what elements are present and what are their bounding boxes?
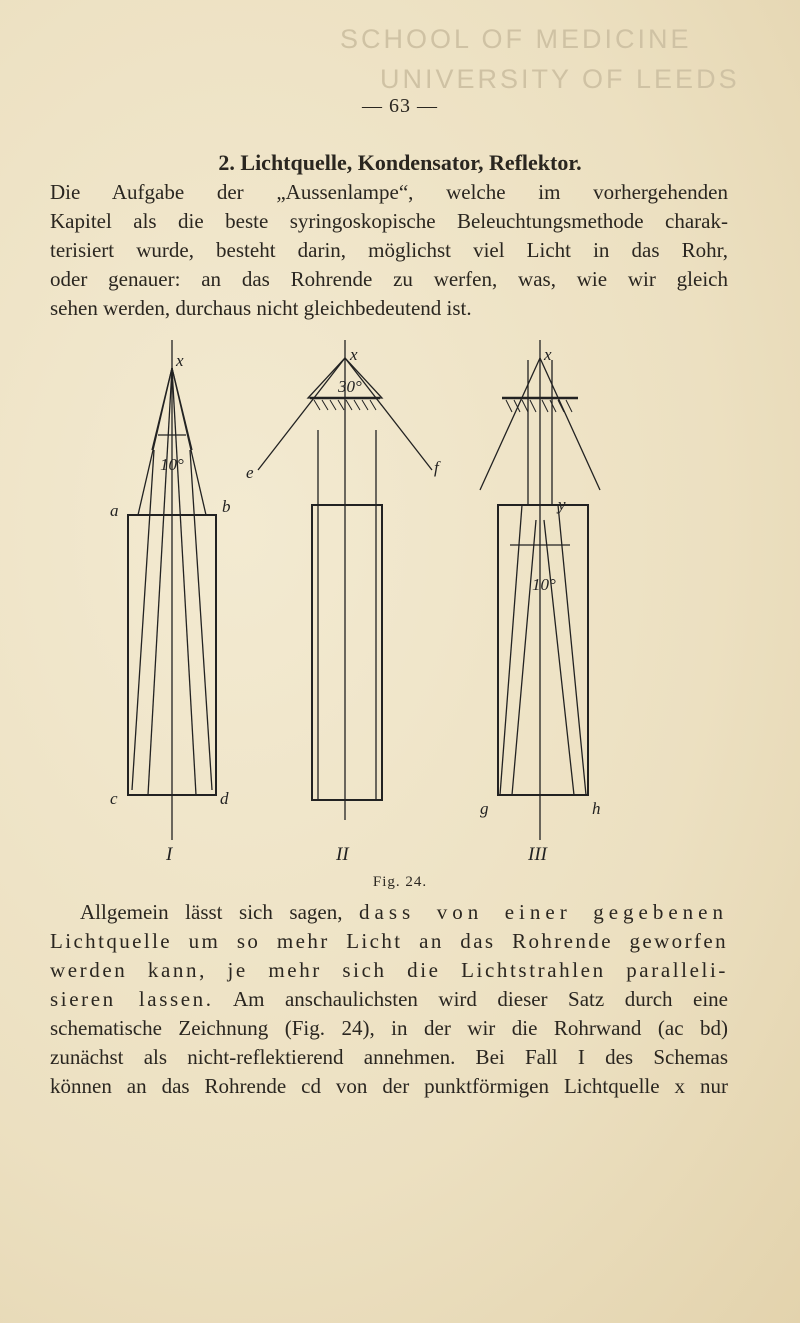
page-number: — 63 — — [362, 95, 438, 117]
figure-labels — [110, 345, 601, 865]
optics-diagram — [80, 340, 640, 880]
label-iii-x: x — [544, 345, 552, 364]
panel-i-diagram — [128, 340, 216, 840]
text-line: Die Aufgabe der „Aussenlampe“, welche im vorhergehenden — [50, 180, 728, 204]
emphasized-text-line: Lichtquelle um so mehr Licht an das Rohrende geworfen — [50, 929, 728, 953]
label-i-c: c — [110, 789, 118, 808]
text-line — [50, 985, 728, 1014]
figure-24 — [80, 340, 640, 880]
label-ii-f: f — [434, 458, 439, 477]
label-ii-x: x — [350, 345, 358, 364]
paragraph-1 — [50, 178, 728, 323]
text-span: Allgemein lässt sich sagen, — [80, 900, 343, 924]
text-line: sehen werden, durchaus nicht gleichbedeutend ist. — [50, 296, 472, 320]
numeral-i: I — [166, 844, 173, 865]
stamp-line-2: UNIVERSITY OF LEEDS — [380, 64, 740, 94]
label-i-x: x — [176, 351, 184, 370]
label-iii-h: h — [592, 799, 601, 818]
paragraph-2 — [50, 898, 728, 1101]
label-i-b: b — [222, 497, 231, 516]
angle-label-ii: 30° — [338, 377, 362, 396]
label-i-d: d — [220, 789, 229, 808]
stamp-line-1: SCHOOL OF MEDICINE — [340, 24, 692, 54]
text-line: terisiert wurde, besteht darin, möglichst viel Licht in das Rohr, — [50, 238, 728, 262]
label-iii-y: y — [558, 495, 566, 514]
emphasized-text: sieren lassen. — [50, 987, 214, 1011]
numeral-ii: II — [336, 844, 349, 865]
text-line — [50, 898, 728, 927]
numeral-iii: III — [528, 844, 547, 865]
emphasized-text: dass von einer gegebenen — [359, 900, 729, 924]
panel-ii-diagram — [258, 340, 432, 820]
text-line: können an das Rohrende cd von der punktförmigen Lichtquelle x nur — [50, 1074, 728, 1098]
angle-label-iii: 10° — [532, 575, 556, 594]
text-line: schematische Zeichnung (Fig. 24), in der wir die Rohrwand (ac bd) — [50, 1016, 728, 1040]
text-line: oder genauer: an das Rohrende zu werfen, was, wie wir gleich — [50, 267, 728, 291]
label-i-a: a — [110, 501, 119, 520]
angle-label-i: 10° — [160, 455, 184, 474]
figure-caption: Fig. 24. — [372, 874, 428, 890]
text-span: Am anschaulichsten wird dieser Satz durch eine — [232, 987, 728, 1011]
section-heading: 2. Lichtquelle, Kondensator, Reflektor. — [218, 150, 582, 175]
label-iii-g: g — [480, 799, 489, 818]
label-ii-e: e — [246, 463, 254, 482]
text-line: zunächst als nicht-reflektierend annehmen. Bei Fall I des Schemas — [50, 1045, 728, 1069]
text-line: Kapitel als die beste syringoskopische Beleuchtungsmethode charak- — [50, 209, 728, 233]
emphasized-text-line: werden kann, je mehr sich die Lichtstrahlen paralleli- — [50, 958, 728, 982]
